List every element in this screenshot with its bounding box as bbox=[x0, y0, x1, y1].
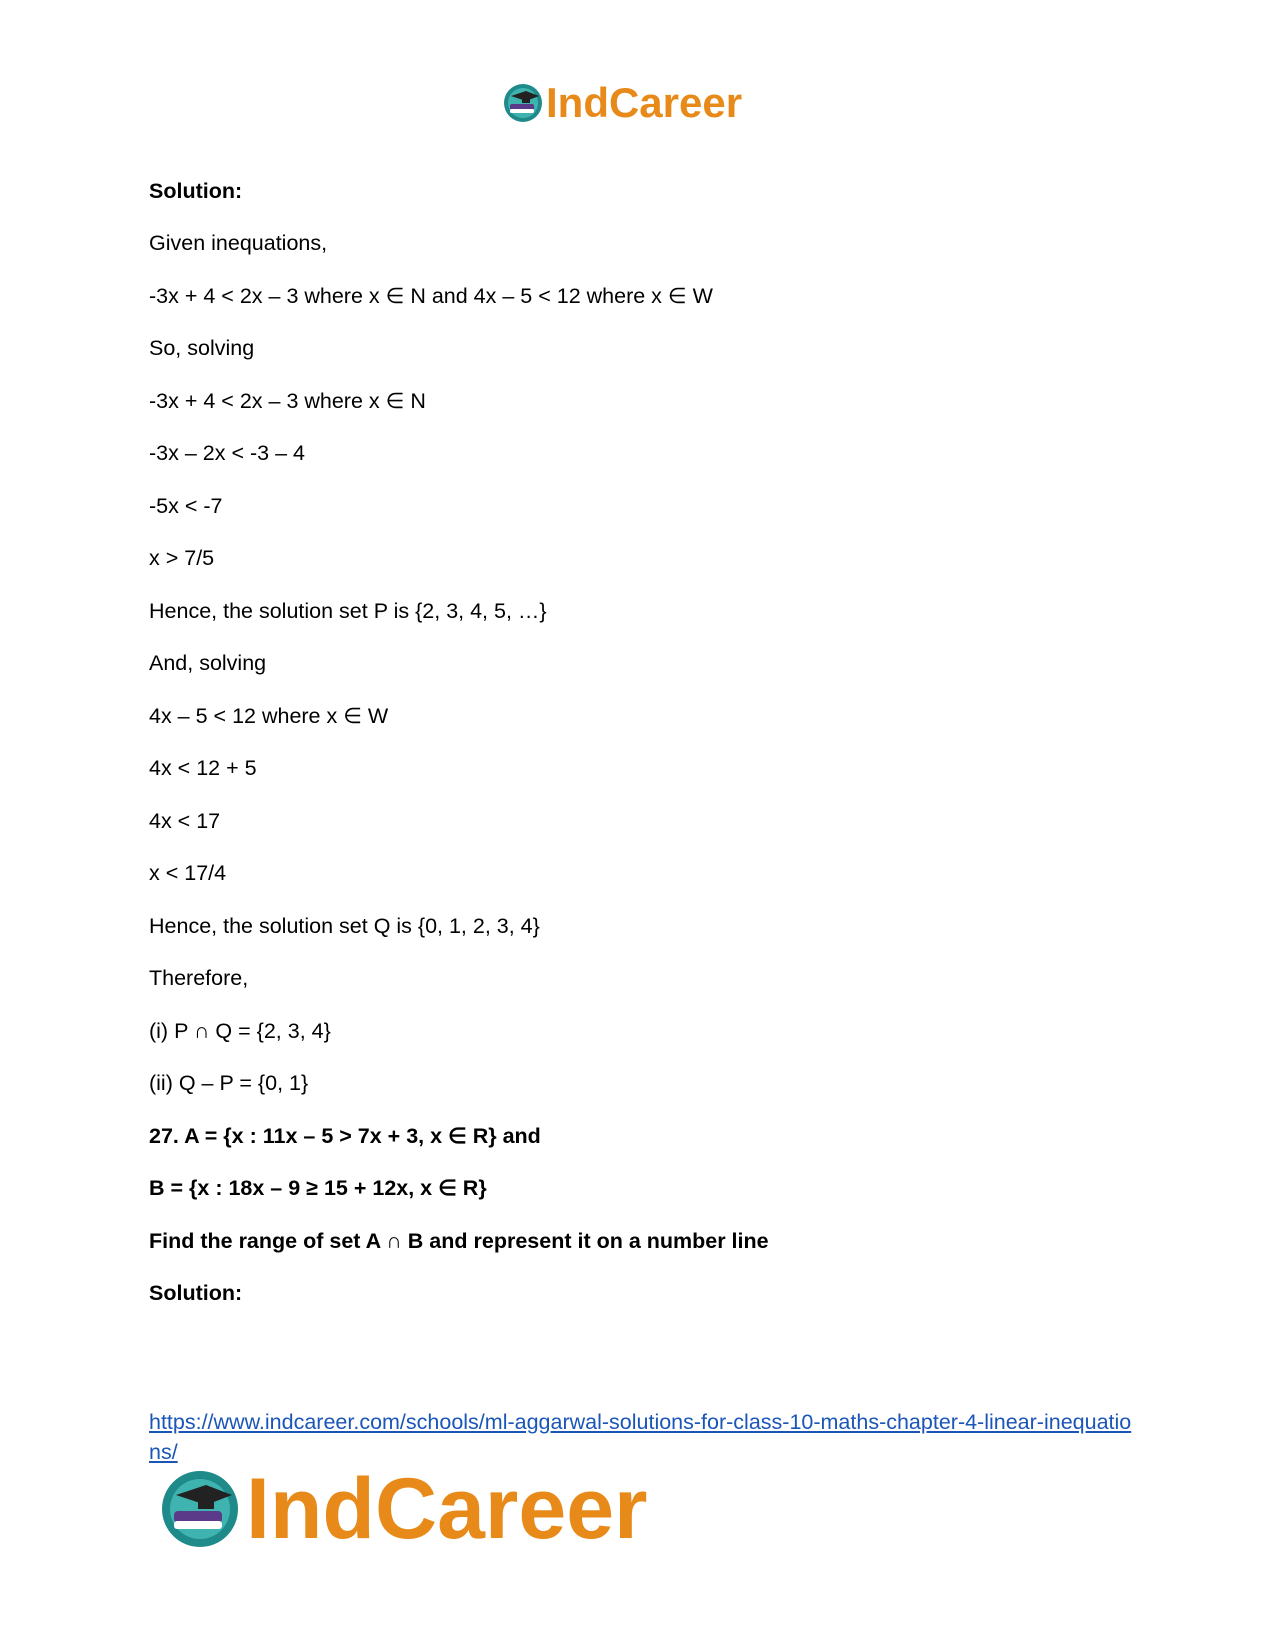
text-line: x < 17/4 bbox=[149, 861, 227, 885]
logo-text: IndCareer bbox=[246, 1461, 648, 1557]
text-line: 4x < 17 bbox=[149, 809, 221, 833]
text-line: And, solving bbox=[149, 651, 267, 675]
graduation-book-icon bbox=[502, 82, 544, 124]
text-line: Hence, the solution set P is {2, 3, 4, 5, …} bbox=[149, 599, 547, 623]
text-line: -3x – 2x < -3 – 4 bbox=[149, 441, 305, 465]
text-line: Given inequations, bbox=[149, 231, 328, 255]
source-link[interactable]: https://www.indcareer.com/schools/ml-aggarwal-solutions-for-class-10-maths-chapter-4-linear-inequations/ bbox=[149, 1410, 1132, 1464]
graduation-book-icon bbox=[158, 1467, 242, 1551]
text-line: -3x + 4 < 2x – 3 where x ∈ N bbox=[149, 389, 426, 413]
text-line: Hence, the solution set Q is {0, 1, 2, 3, 4} bbox=[149, 914, 540, 938]
solution-heading: Solution: bbox=[149, 179, 243, 203]
question-line: 27. A = {x : 11x – 5 > 7x + 3, x ∈ R} and bbox=[149, 1124, 541, 1148]
text-line: So, solving bbox=[149, 336, 255, 360]
text-line: 4x – 5 < 12 where x ∈ W bbox=[149, 704, 389, 728]
solution-heading: Solution: bbox=[149, 1281, 243, 1305]
question-line: Find the range of set A ∩ B and represent it on a number line bbox=[149, 1229, 769, 1253]
header-logo bbox=[502, 80, 742, 126]
text-line: -3x + 4 < 2x – 3 where x ∈ N and 4x – 5 < 12 where x ∈ W bbox=[149, 284, 713, 308]
text-line: x > 7/5 bbox=[149, 546, 215, 570]
text-line: Therefore, bbox=[149, 966, 249, 990]
text-line: -5x < -7 bbox=[149, 494, 223, 518]
text-line: (ii) Q – P = {0, 1} bbox=[149, 1071, 309, 1095]
footer-logo bbox=[158, 1463, 648, 1555]
question-line: B = {x : 18x – 9 ≥ 15 + 12x, x ∈ R} bbox=[149, 1176, 487, 1200]
text-line: (i) P ∩ Q = {2, 3, 4} bbox=[149, 1019, 331, 1043]
logo-text: IndCareer bbox=[546, 79, 743, 126]
text-line: 4x < 12 + 5 bbox=[149, 756, 257, 780]
